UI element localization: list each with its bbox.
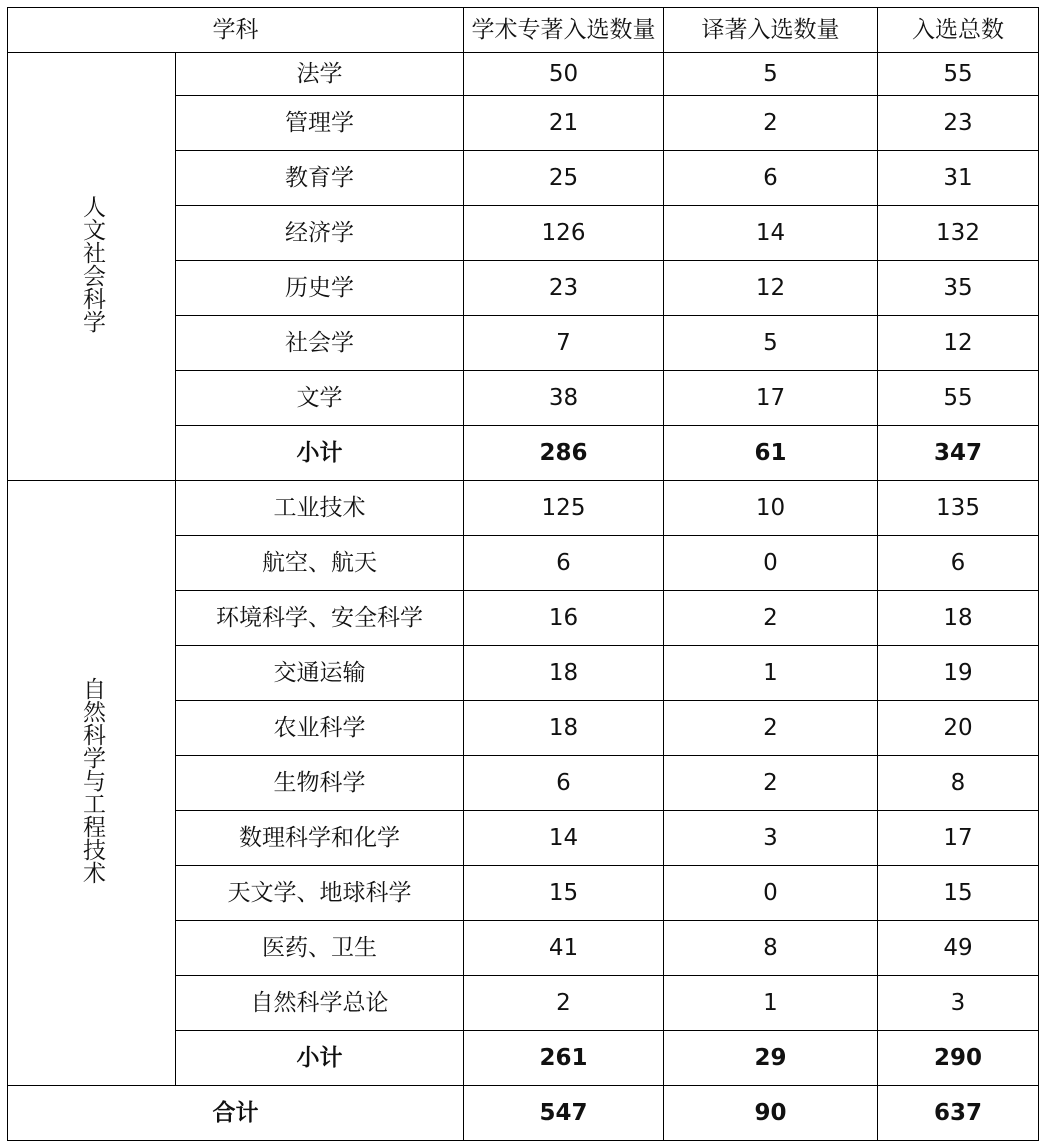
grand-total-label: 合计: [8, 1086, 464, 1141]
header-translations: 译著入选数量: [664, 8, 878, 53]
total-cell: 18: [878, 591, 1039, 646]
subject-cell: 管理学: [176, 96, 464, 151]
total-cell: 135: [878, 481, 1039, 536]
monographs-cell: 15: [464, 866, 664, 921]
total-cell: 31: [878, 151, 1039, 206]
table-row: [8, 481, 1039, 536]
monographs-cell: 2: [464, 976, 664, 1031]
translations-cell: 2: [664, 591, 878, 646]
translations-cell: 12: [664, 261, 878, 316]
monographs-cell: 126: [464, 206, 664, 261]
total-cell: 15: [878, 866, 1039, 921]
monographs-cell: 18: [464, 701, 664, 756]
total-cell: 132: [878, 206, 1039, 261]
subject-cell: 环境科学、安全科学: [176, 591, 464, 646]
total-cell: 23: [878, 96, 1039, 151]
header-subject: 学科: [8, 8, 464, 53]
subject-cell: 法学: [176, 53, 464, 96]
subject-cell: 自然科学总论: [176, 976, 464, 1031]
subtotal-total: 347: [878, 426, 1039, 481]
monographs-cell: 18: [464, 646, 664, 701]
grand-total-row: [8, 1086, 1039, 1141]
monographs-cell: 23: [464, 261, 664, 316]
translations-cell: 6: [664, 151, 878, 206]
subject-cell: 教育学: [176, 151, 464, 206]
total-cell: 20: [878, 701, 1039, 756]
group-label-cell: [8, 53, 176, 481]
subject-cell: 历史学: [176, 261, 464, 316]
monographs-cell: 21: [464, 96, 664, 151]
monographs-cell: 50: [464, 53, 664, 96]
subject-cell: 农业科学: [176, 701, 464, 756]
translations-cell: 8: [664, 921, 878, 976]
total-cell: 55: [878, 53, 1039, 96]
subject-cell: 医药、卫生: [176, 921, 464, 976]
monographs-cell: 16: [464, 591, 664, 646]
monographs-cell: 25: [464, 151, 664, 206]
translations-cell: 10: [664, 481, 878, 536]
total-cell: 3: [878, 976, 1039, 1031]
translations-cell: 2: [664, 756, 878, 811]
subject-cell: 数理科学和化学: [176, 811, 464, 866]
translations-cell: 5: [664, 53, 878, 96]
total-cell: 6: [878, 536, 1039, 591]
total-cell: 17: [878, 811, 1039, 866]
header-row: [8, 8, 1039, 53]
monographs-cell: 6: [464, 756, 664, 811]
translations-cell: 17: [664, 371, 878, 426]
subject-cell: 交通运输: [176, 646, 464, 701]
monographs-cell: 125: [464, 481, 664, 536]
table-row: [8, 53, 1039, 96]
subject-cell: 工业技术: [176, 481, 464, 536]
grand-total-monographs: 547: [464, 1086, 664, 1141]
subject-cell: 文学: [176, 371, 464, 426]
header-total: 入选总数: [878, 8, 1039, 53]
translations-cell: 2: [664, 96, 878, 151]
total-cell: 49: [878, 921, 1039, 976]
subtotal-label: 小计: [176, 1031, 464, 1086]
translations-cell: 2: [664, 701, 878, 756]
total-cell: 8: [878, 756, 1039, 811]
subtotal-monographs: 286: [464, 426, 664, 481]
translations-cell: 3: [664, 811, 878, 866]
total-cell: 35: [878, 261, 1039, 316]
grand-total-translations: 90: [664, 1086, 878, 1141]
subject-cell: 天文学、地球科学: [176, 866, 464, 921]
header-monographs: 学术专著入选数量: [464, 8, 664, 53]
group-label: 人文社会科学: [79, 195, 105, 333]
total-cell: 55: [878, 371, 1039, 426]
monographs-cell: 38: [464, 371, 664, 426]
subject-cell: 航空、航天: [176, 536, 464, 591]
subtotal-label: 小计: [176, 426, 464, 481]
translations-cell: 1: [664, 976, 878, 1031]
monographs-cell: 7: [464, 316, 664, 371]
subtotal-total: 290: [878, 1031, 1039, 1086]
subject-cell: 社会学: [176, 316, 464, 371]
monographs-cell: 6: [464, 536, 664, 591]
subtotal-monographs: 261: [464, 1031, 664, 1086]
monographs-cell: 41: [464, 921, 664, 976]
grand-total-total: 637: [878, 1086, 1039, 1141]
total-cell: 12: [878, 316, 1039, 371]
group-label-cell: [8, 481, 176, 1086]
group-label: 自然科学与工程技术: [79, 677, 105, 884]
translations-cell: 5: [664, 316, 878, 371]
monographs-cell: 14: [464, 811, 664, 866]
translations-cell: 0: [664, 536, 878, 591]
translations-cell: 1: [664, 646, 878, 701]
total-cell: 19: [878, 646, 1039, 701]
subject-cell: 生物科学: [176, 756, 464, 811]
selection-statistics-table: [7, 7, 1039, 1141]
translations-cell: 14: [664, 206, 878, 261]
subtotal-translations: 29: [664, 1031, 878, 1086]
table-body: [8, 8, 1039, 1141]
subtotal-translations: 61: [664, 426, 878, 481]
subject-cell: 经济学: [176, 206, 464, 261]
translations-cell: 0: [664, 866, 878, 921]
